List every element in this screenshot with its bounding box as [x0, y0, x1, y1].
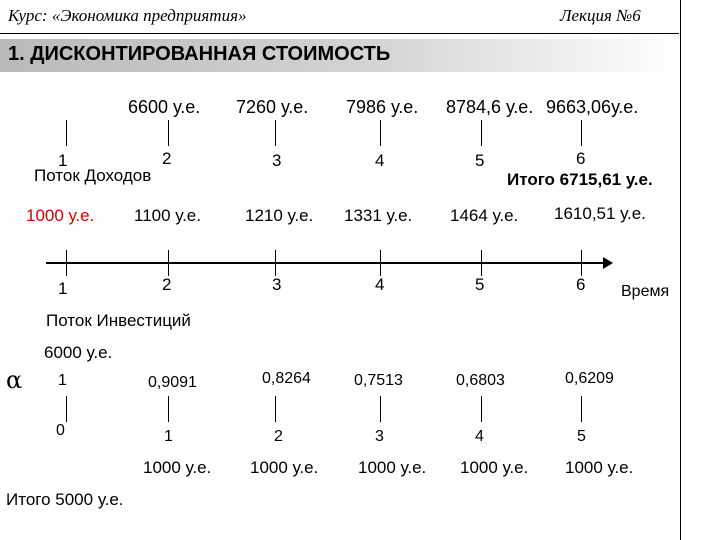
investment-period: 3 — [375, 428, 384, 445]
timeline-amount-highlighted: 1000 у.е. — [26, 206, 95, 225]
timeline-tick — [275, 250, 276, 276]
income-flow-label: Поток Доходов — [34, 166, 152, 185]
income-tick — [275, 120, 276, 146]
timeline-tick — [481, 250, 482, 276]
investment-tick — [66, 396, 67, 422]
time-axis — [46, 262, 605, 264]
initial-investment: 6000 у.е. — [44, 343, 113, 362]
discount-factor: 0,6209 — [565, 370, 614, 387]
investment-tick — [380, 396, 381, 422]
investment-period: 2 — [274, 428, 283, 445]
time-axis-label: Время — [621, 283, 670, 300]
discount-factor: 0,9091 — [148, 374, 197, 391]
investment-amount: 1000 у.е. — [460, 458, 529, 477]
course-name: Курс: «Экономика предприятия» — [8, 6, 247, 25]
investment-total: Итого 5000 у.е. — [6, 490, 124, 509]
income-tick — [66, 120, 67, 146]
investment-amount: 1000 у.е. — [358, 458, 427, 477]
investment-amount: 1000 у.е. — [250, 458, 319, 477]
investment-tick — [481, 396, 482, 422]
discount-factor: 1 — [58, 372, 67, 389]
timeline-tick — [380, 250, 381, 276]
income-total: Итого 6715,61 у.е. — [507, 170, 653, 189]
timeline-period: 6 — [576, 275, 586, 294]
timeline-tick — [66, 250, 67, 276]
lecture-number: Лекция №6 — [560, 6, 641, 25]
income-amount: 7260 у.е. — [236, 97, 309, 117]
investment-period: 0 — [56, 422, 65, 439]
header-divider — [0, 33, 679, 34]
timeline-period: 1 — [58, 279, 68, 298]
slide-title: 1. ДИСКОНТИРОВАННАЯ СТОИМОСТЬ — [8, 43, 391, 65]
income-amount: 6600 у.е. — [128, 97, 201, 117]
income-amount: 7986 у.е. — [346, 97, 419, 117]
investment-flow-label: Поток Инвестиций — [46, 311, 191, 330]
discount-factor: 0,8264 — [262, 370, 311, 387]
income-period: 6 — [576, 149, 586, 168]
investment-period: 5 — [577, 428, 586, 445]
income-period: 5 — [475, 151, 485, 170]
timeline-period: 5 — [475, 275, 485, 294]
timeline-amount: 1464 у.е. — [450, 206, 519, 225]
income-tick — [481, 120, 482, 146]
income-tick — [168, 120, 169, 146]
discount-factor: 0,6803 — [456, 372, 505, 389]
income-amount: 9663,06у.е. — [546, 97, 639, 117]
discount-factor: 0,7513 — [354, 372, 403, 389]
timeline-amount: 1610,51 у.е. — [554, 204, 646, 223]
timeline-amount: 1100 у.е. — [134, 206, 201, 225]
timeline-period: 4 — [375, 275, 385, 294]
investment-tick — [581, 396, 582, 422]
income-tick — [581, 120, 582, 146]
income-period: 2 — [162, 149, 172, 168]
timeline-period: 3 — [272, 275, 282, 294]
income-period: 3 — [272, 151, 282, 170]
right-margin-line — [680, 0, 681, 540]
timeline-tick — [168, 250, 169, 276]
income-period: 1 — [58, 151, 68, 170]
investment-period: 1 — [164, 428, 173, 445]
income-amount: 8784,6 у.е. — [446, 97, 534, 117]
time-axis-arrow — [603, 257, 613, 269]
timeline-tick — [581, 250, 582, 276]
timeline-period: 2 — [162, 275, 172, 294]
investment-tick — [168, 396, 169, 422]
timeline-amount: 1331 у.е. — [344, 206, 413, 225]
investment-period: 4 — [475, 428, 484, 445]
alpha-symbol: α — [6, 366, 23, 394]
timeline-amount: 1210 у.е. — [245, 206, 314, 225]
income-period: 4 — [375, 151, 385, 170]
investment-amount: 1000 у.е. — [565, 458, 634, 477]
investment-amount: 1000 у.е. — [143, 458, 212, 477]
investment-tick — [275, 396, 276, 422]
income-tick — [380, 120, 381, 146]
